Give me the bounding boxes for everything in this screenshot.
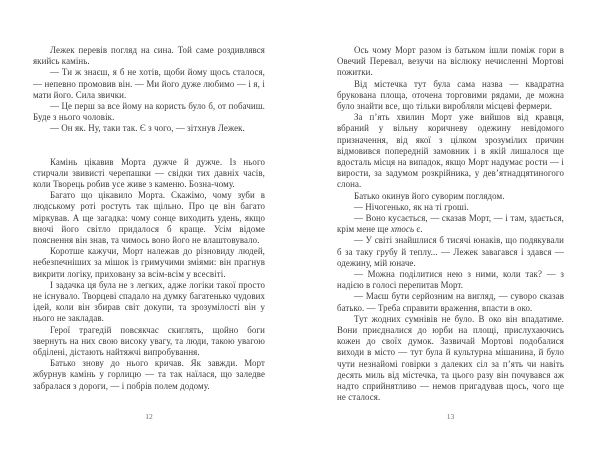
paragraph-text: — Он як. Ну, таки так. Є з чого, — зітхнув Лежек. [50, 123, 245, 134]
paragraph-text: Від містечка тут була сама назва — квадратна брукована площа, оточена торговими рядами, де можна було знайти все, що тільки виробляли місцеві фермери. [337, 78, 564, 112]
paragraph-text: За п’ять хвилин Морт уже вийшов від кравця, вбраний у вільну коричневу одежину невідомого призначення, від якої з цілком зрозумілих причин відмовився попередній замовник і в якій лишалося ще вдосталь місця на випадок, якщо Морт надумає рости — і вирости, за задумом розкрійника, у дев’ятнадцятиногого слона. [337, 112, 564, 190]
paragraph [33, 280, 265, 325]
paragraph-text: Ось чому Морт разом із батьком ішли поміж гори в Овечий Перевал, везучи на віслюку нечисленні Мортові пожитки. [337, 45, 564, 78]
paragraph [337, 112, 564, 190]
paragraph-text: — Нічогенько, як на ті гроші. [354, 201, 469, 212]
paragraph-text: — Воно кусається, — сказав Морт, — і там, здається, крім мене ще [337, 213, 564, 235]
page-right-text [337, 45, 564, 403]
paragraph [33, 123, 265, 134]
paragraph [337, 79, 564, 113]
paragraph [337, 202, 564, 213]
paragraph-text: — Можна поділитися нею з ними, коли так? — з надією в голосі перепитав Морт. [337, 269, 564, 291]
paragraph [337, 314, 564, 403]
paragraph [337, 213, 564, 235]
paragraph-text: — У світі знайшлися б тисячі юнаків, що подякували б за таку грубу й теплу... — Лежек завагався і здався — одежину, мій юначе. [337, 235, 564, 268]
page-left-text [33, 45, 265, 403]
page-right-number: 13 [446, 412, 455, 421]
paragraph-text: Тут жодних сумнівів не було. В око він впадатиме. Вони приєдналися до юрби на площі, прислухаючись кожен до своїх думок. Зазвичай Мортові подобалися виходи в місто — тут була й культурна мішанина, й було чути незнайомі говірки з далеких сіл за п’ять чи навіть десять миль від містечка, та цього разу він почувався аж надто сприйнятливо — немов пригадував щось, чого ще не сталося. [337, 313, 564, 403]
paragraph [33, 246, 265, 280]
paragraph [33, 67, 265, 101]
paragraph-text: — Це перш за все йому на користь було б, от побачиш. Буде з нього чоловік. [33, 101, 265, 123]
paragraph-text: Багато що цікавило Морта. Скажімо, чому зуби в людському роті ростуть так щільно. Про це він багато міркував. А ще загадка: чому сонце виходить удень, якщо вночі його світло придалося б краще. Усім відоме пояснення він знав, та чимось воно його не влаштовувало. [33, 190, 265, 246]
page-left-number: 12 [145, 412, 153, 421]
paragraph [337, 191, 564, 202]
paragraph-text: Батько окинув його суворим поглядом. [354, 190, 505, 201]
paragraph [33, 45, 265, 67]
paragraph [33, 101, 265, 123]
paragraph-text: — Маєш бути серйозним на вигляд, — суворо сказав батько. — Треба справити враження, впасти в око. [337, 291, 564, 313]
paragraph [33, 325, 265, 359]
paragraph-text: Батько знову до нього кричав. Як завжди. Морт жбурнув камінь у горлицю — та так наїлася, що заледве забралася з дороги, — і побрів полем додому. [33, 358, 265, 391]
paragraph [33, 358, 265, 392]
paragraph [337, 269, 564, 291]
paragraph-text-italic: хтось [390, 224, 415, 235]
paragraph [337, 45, 564, 79]
paragraph-text: Камінь цікавив Морта дужче й дужче. Із нього стирчали звивисті черепашки — свідки тих давніх часів, коли Творець робив усе живе з каменю. Бозна-чому. [33, 156, 265, 190]
paragraph-text: І задачка ця була не з легких, адже логіки такої просто не існувало. Творцеві спадало на думку багатенько чудових ідей, коли він збирав світ докупи, та зрозумілості він у нього не закладав. [33, 279, 265, 324]
paragraph-text: — Ти ж знаєш, я б не хотів, щоби йому щось сталося, — непевно промовив він. — Ми його дуже любимо — і я, і мати його. Сила звички. [33, 67, 265, 100]
paragraph-text: Коротше кажучи, Морт належав до різновиду людей, небезпечніших за мішок із гримучими зміями: він прагнув викрити логіку, приховану за всім-всім у всесвіті. [33, 246, 265, 279]
paragraph-text: Герої трагедій повсякчас скиглять, щойно боги звернуть на них свою високу увагу, та люди, такою увагою обділені, дістають найтяжчі випробування. [33, 324, 265, 358]
paragraph [33, 190, 265, 246]
paragraph [337, 291, 564, 313]
paragraph-text: Лежек перевів погляд на сина. Той саме роздивлявся якийсь камінь. [33, 45, 265, 67]
paragraph [337, 235, 564, 269]
paragraph [33, 157, 265, 191]
paragraph-text: є. [414, 224, 423, 235]
